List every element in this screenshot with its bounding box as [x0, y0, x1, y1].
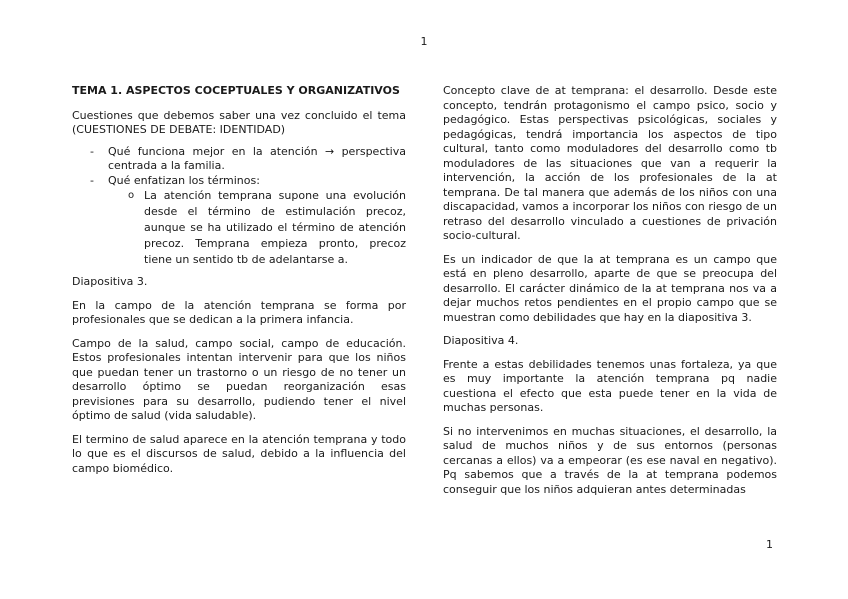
slide-reference: Diapositiva 4. — [443, 334, 519, 347]
paragraph: En la campo de la atención temprana se forma por profesionales que se dedican a la primera infancia. — [72, 298, 406, 326]
sub-list — [108, 188, 406, 268]
left-column — [72, 84, 406, 485]
paragraph: Si no intervenimos en muchas situaciones, el desarrollo, la salud de muchos niños y de sus entornos (personas cercanas a ellos) va a empeorar (es ese naval en negativo). Pq sabemos que a través de la at temprana podemos conseguir que los niños adquieran antes determinadas — [443, 424, 777, 496]
chapter-title: TEMA 1. ASPECTOS COCEPTUALES Y ORGANIZATIVOS — [72, 84, 400, 97]
list-item: - Qué funciona mejor en la atención → perspectiva centrada a la familia. — [72, 145, 406, 174]
paragraph: Concepto clave de at temprana: el desarrollo. Desde este concepto, tendrán protagonismo el campo psico, socio y pedagógico. Estas perspectivas psicológicas, sociales y pedagógicas, tendrá importancia los aspectos de tipo cultural, tanto como moduladores del desarrollo como tb moduladores de las situaciones que van a requerir la intervención, la acción de los profesionales de la at temprana. De tal manera que además de los niños con una discapacidad, vamos a incorporar los niños con riesgo de un retraso del desarrollo vinculado a cuestiones de privación socio-cultural. — [443, 84, 777, 242]
paragraph: Campo de la salud, campo social, campo de educación. Estos profesionales intentan intervenir para que los niños que puedan tener un trastorno o un riesgo de no tener un desarrollo óptimo se puedan reorganización esas previsiones para su desarrollo, pudiendo tener el nivel óptimo de salud (vida saludable). — [72, 336, 406, 422]
slide-reference: Diapositiva 3. — [72, 275, 148, 288]
page-number-bottom: 1 — [766, 538, 773, 551]
question-list — [72, 145, 406, 269]
sub-list-item: o La atención temprana supone una evolución desde el término de estimulación precoz, aunque se ha utilizado el término de atención precoz. Temprana empieza pronto, precoz tiene un sentido tb de adelantarse a. — [108, 188, 406, 268]
page-number-top: 1 — [420, 35, 428, 48]
paragraph: El termino de salud aparece en la atención temprana y todo lo que es el discursos de salud, debido a la influencia del campo biomédico. — [72, 432, 406, 475]
list-item-text: Qué enfatizan los términos: — [108, 173, 260, 187]
intro-paragraph: Cuestiones que debemos saber una vez concluido el tema (CUESTIONES DE DEBATE: IDENTIDAD) — [72, 108, 406, 136]
list-item — [72, 174, 406, 269]
right-column — [443, 84, 777, 506]
paragraph: Es un indicador de que la at temprana es un campo que está en pleno desarrollo, aparte de que se preocupa del desarrollo. El carácter dinámico de la at temprana nos va a dejar muchos retos pendientes en el propio campo que se muestran como debilidades que hay en la diapositiva 3. — [443, 252, 777, 324]
paragraph: Frente a estas debilidades tenemos unas fortaleza, ya que es muy importante la atención temprana pq nadie cuestiona el efecto que esta puede tener en la vida de muchas personas. — [443, 357, 777, 414]
